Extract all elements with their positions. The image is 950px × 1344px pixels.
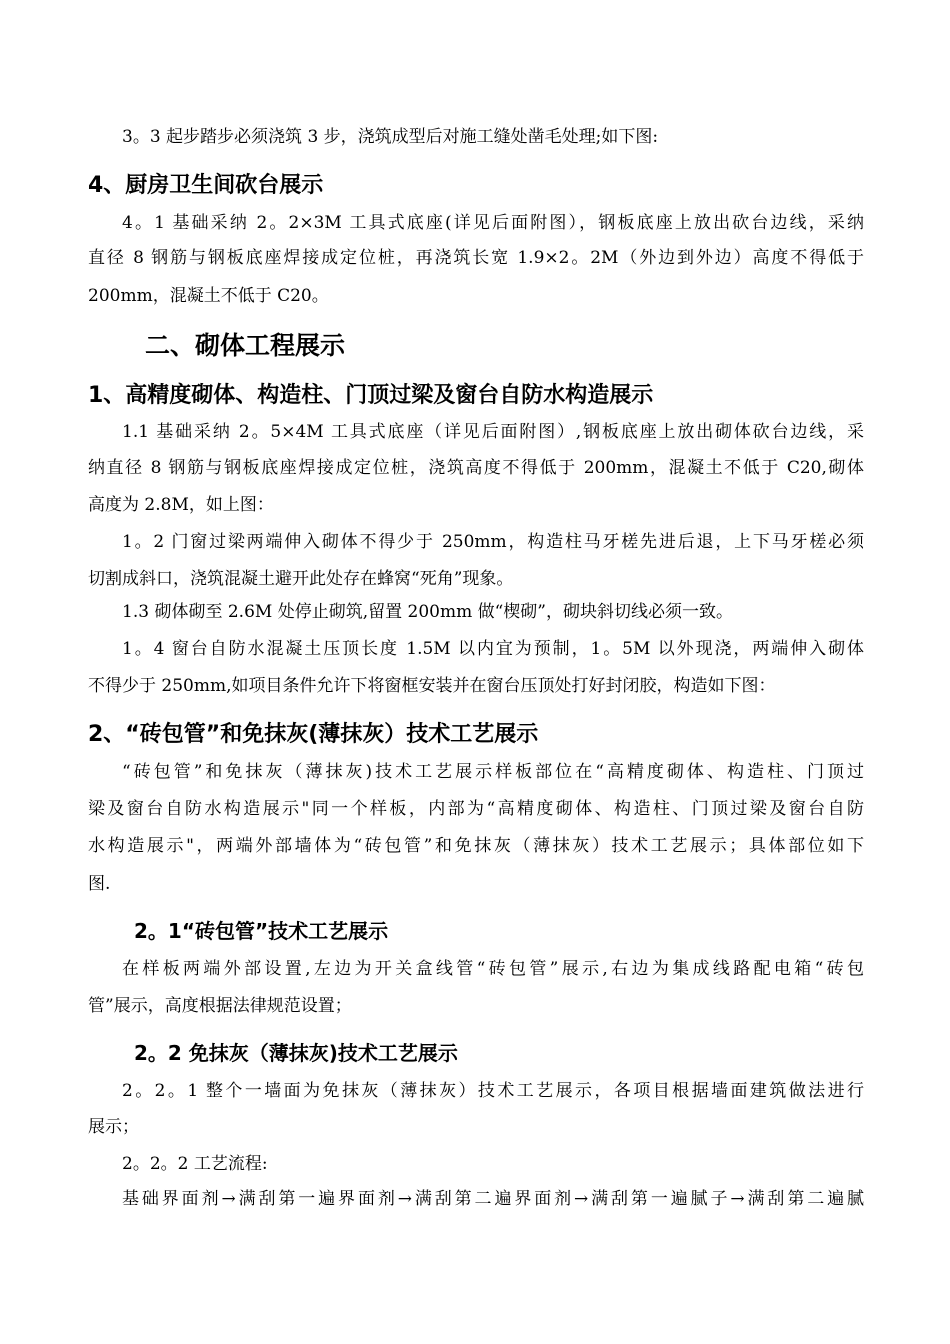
heading-high-precision-masonry: 1、高精度砌体、构造柱、门顶过梁及窗台自防水构造展示: [88, 383, 654, 408]
paragraph-1-2-line2: 切割成斜口，浇筑混凝土避开此处存在蜂窝“死角”现象。: [88, 569, 514, 589]
paragraph-1-4-line1: 1。4 窗台自防水混凝土压顶长度 1.5M 以内宜为预制，1。5M 以外现浇，两端伸入砌体: [122, 639, 864, 659]
section-title-masonry: 二、砌体工程展示: [145, 331, 346, 360]
paragraph-process-flow: 基础界面剂→满刮第一遍界面剂→满刮第二遍界面剂→满刮第一遍腻子→满刮第二遍腻: [122, 1189, 864, 1209]
paragraph-4-1-line3: 200mm，混凝土不低于 C20。: [88, 286, 329, 306]
heading-kitchen-bathroom: 4、厨房卫生间砍台展示: [88, 173, 324, 198]
paragraph-1-1-line3: 高度为 2.8M，如上图：: [88, 495, 274, 515]
paragraph-1-3: 1.3 砌体砌至 2.6M 处停止砌筑,留置 200mm 做“楔砌”，砌块斜切线必须一致。: [122, 602, 733, 622]
paragraph-2-2-2: 2。2。2 工艺流程:: [122, 1154, 268, 1174]
paragraph-1-2-line1: 1。2 门窗过梁两端伸入砌体不得少于 250mm，构造柱马牙槎先进后退，上下马牙槎必须: [122, 532, 864, 552]
paragraph-2-line3: 水构造展示"，两端外部墙体为“砖包管”和免抹灰（薄抹灰）技术工艺展示；具体部位如下: [88, 836, 864, 856]
paragraph-1-1-line1: 1.1 基础采纳 2。5×4M 工具式底座（详见后面附图）,钢板底座上放出砌体砍台边线，采: [122, 422, 864, 442]
heading-2-1-brick-pipe: 2。1“砖包管”技术工艺展示: [134, 919, 389, 943]
paragraph-2-1-line2: 管”展示，高度根据法律规范设置；: [88, 996, 352, 1016]
paragraph-3-3: 3。3 起步踏步必须浇筑 3 步，浇筑成型后对施工缝处凿毛处理;如下图:: [122, 127, 659, 147]
paragraph-4-1-line1: 4。1 基础采纳 2。2×3M 工具式底座(详见后面附图），钢板底座上放出砍台边线，采纳: [122, 213, 864, 233]
paragraph-2-line4: 图.: [88, 874, 111, 894]
paragraph-2-line1: “砖包管”和免抹灰（薄抹灰)技术工艺展示样板部位在“高精度砌体、构造柱、门顶过: [122, 762, 864, 782]
paragraph-4-1-line2: 直径 8 钢筋与钢板底座焊接成定位桩，再浇筑长宽 1.9×2。2M（外边到外边）高度不得低于: [88, 248, 864, 268]
paragraph-2-1-line1: 在样板两端外部设置,左边为开关盒线管“砖包管”展示,右边为集成线路配电箱“砖包: [122, 959, 864, 979]
paragraph-1-4-line2: 不得少于 250mm,如项目条件允许下将窗框安装并在窗台压顶处打好封闭胶，构造如下图：: [88, 676, 776, 696]
heading-2-2-plaster-free: 2。2 免抹灰（薄抹灰)技术工艺展示: [134, 1041, 458, 1065]
paragraph-1-1-line2: 纳直径 8 钢筋与钢板底座焊接成定位桩，浇筑高度不得低于 200mm，混凝土不低于 C20,砌体: [88, 458, 864, 478]
paragraph-2-2-1-line2: 展示；: [88, 1117, 139, 1137]
heading-brick-pipe-plaster: 2、“砖包管”和免抹灰(薄抹灰）技术工艺展示: [88, 722, 539, 747]
paragraph-2-line2: 梁及窗台自防水构造展示"同一个样板，内部为“高精度砌体、构造柱、门顶过梁及窗台自防: [88, 799, 864, 819]
paragraph-2-2-1-line1: 2。2。1 整个一墙面为免抹灰（薄抹灰）技术工艺展示，各项目根据墙面建筑做法进行: [122, 1081, 864, 1101]
